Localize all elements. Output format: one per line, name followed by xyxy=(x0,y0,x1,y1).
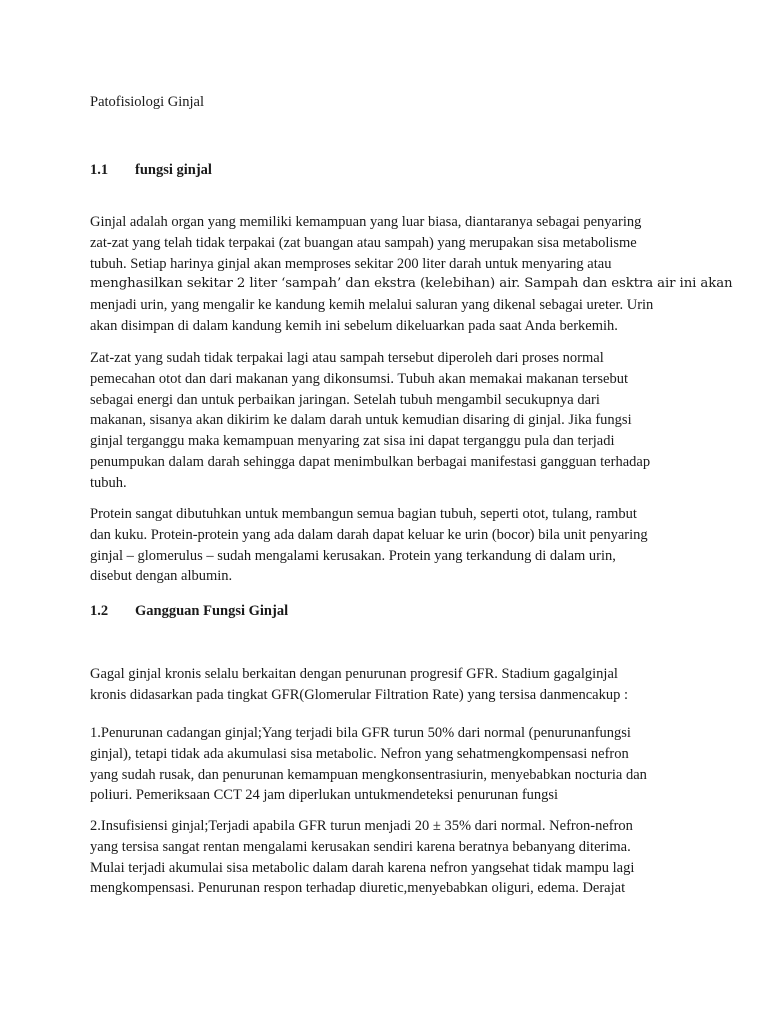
paragraph-line: ginjal – glomerulus – sudah mengalami kerusakan. Protein yang terkandung di dalam urin, xyxy=(90,547,616,564)
paragraph-line: makanan, sisanya akan dikirim ke dalam darah untuk kemudian disaring di ginjal. Jika fungsi xyxy=(90,412,632,429)
paragraph-line: tubuh. xyxy=(90,474,127,491)
paragraph-line: Gagal ginjal kronis selalu berkaitan dengan penurunan progresif GFR. Stadium gagalginjal xyxy=(90,666,618,682)
paragraph-line: ginjal terganggu maka kemampuan menyaring zat sisa ini dapat terganggu pula dan terjadi xyxy=(90,433,615,450)
paragraph xyxy=(90,816,680,899)
paragraph-line: sebagai energi dan untuk perbaikan jaringan. Setelah tubuh mengambil secukupnya dari xyxy=(90,391,600,408)
paragraph-line: akan disimpan di dalam kandung kemih ini sebelum dikeluarkan pada saat Anda berkemih. xyxy=(90,317,618,334)
paragraph xyxy=(90,504,680,587)
paragraph-line: 1.Penurunan cadangan ginjal;Yang terjadi bila GFR turun 50% dari normal (penurunanfungsi xyxy=(90,725,631,741)
paragraph-line: penumpukan dalam darah sehingga dapat menimbulkan berbagai manifestasi gangguan terhadap xyxy=(90,453,651,470)
paragraph xyxy=(90,723,680,806)
paragraph xyxy=(90,212,733,337)
section-title: fungsi ginjal xyxy=(135,162,212,178)
paragraph-line: yang sudah rusak, dan penurunan kemampuan mengkonsentrasiurin, menyebabkan nocturia dan xyxy=(90,766,647,783)
paragraph-line: 2.Insufisiensi ginjal;Terjadi apabila GFR turun menjadi 20 ± 35% dari normal. Nefron-nefron xyxy=(90,818,633,834)
paragraph-line: tubuh. Setiap harinya ginjal akan memproses sekitar 200 liter darah untuk menyaring atau xyxy=(90,255,612,272)
section-heading-1-1 xyxy=(90,160,212,180)
paragraph-line: menjadi urin, yang mengalir ke kandung kemih melalui saluran yang dikenal sebagai ureter. Urin xyxy=(90,297,654,314)
paragraph-line: dan kuku. Protein-protein yang ada dalam darah dapat keluar ke urin (bocor) bila unit penyaring xyxy=(90,526,648,543)
paragraph-line: kronis didasarkan pada tingkat GFR(Glomerular Filtration Rate) yang tersisa danmencakup : xyxy=(90,686,628,703)
section-number: 1.2 xyxy=(90,603,109,619)
paragraph-line: zat-zat yang telah tidak terpakai (zat buangan atau sampah) yang merupakan sisa metabolisme xyxy=(90,234,637,251)
paragraph-line: Mulai terjadi akumulai sisa metabolic dalam darah karena nefron yangsehat tidak mampu lagi xyxy=(90,859,635,876)
paragraph-line: yang tersisa sangat rentan mengalami kerusakan sendiri karena beratnya bebanyang diterima. xyxy=(90,838,631,855)
section-heading-1-2 xyxy=(90,601,288,621)
paragraph-line: mengkompensasi. Penurunan respon terhadap diuretic,menyebabkan oliguri, edema. Derajat xyxy=(90,880,626,897)
paragraph-line: ginjal), tetapi tidak ada akumulasi sisa metabolic. Nefron yang sehatmengkompensasi nefron xyxy=(90,745,629,762)
section-title: Gangguan Fungsi Ginjal xyxy=(135,603,289,619)
paragraph xyxy=(90,348,680,494)
paragraph-line: menghasilkan sekitar 2 liter ‘sampah’ dan ekstra (kelebihan) air. Sampah dan esktra air ini akan xyxy=(90,276,733,292)
paragraph-line: Ginjal adalah organ yang memiliki kemampuan yang luar biasa, diantaranya sebagai penyaring xyxy=(90,214,642,230)
paragraph-line: pemecahan otot dan dari makanan yang dikonsumsi. Tubuh akan memakai makanan tersebut xyxy=(90,370,628,387)
section-number: 1.1 xyxy=(90,162,109,178)
paragraph-line: Protein sangat dibutuhkan untuk membangun semua bagian tubuh, seperti otot, tulang, rambut xyxy=(90,506,637,522)
paragraph-line: disebut dengan albumin. xyxy=(90,568,233,585)
document-title: Patofisiologi Ginjal xyxy=(90,94,204,110)
paragraph xyxy=(90,664,680,706)
paragraph-line: poliuri. Pemeriksaan CCT 24 jam diperlukan untukmendeteksi penurunan fungsi xyxy=(90,787,559,804)
paragraph-line: Zat-zat yang sudah tidak terpakai lagi atau sampah tersebut diperoleh dari proses normal xyxy=(90,350,604,366)
